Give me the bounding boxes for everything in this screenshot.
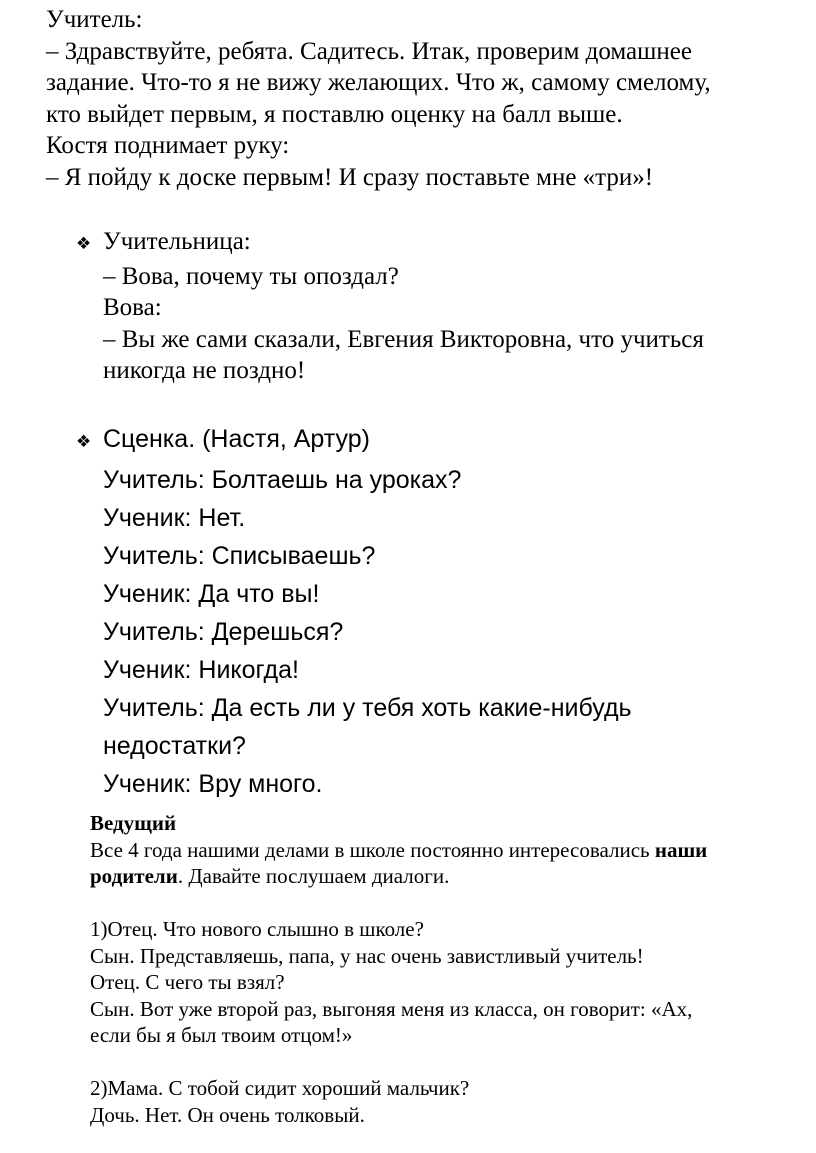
dialog-line: Дочь. Нет. Он очень толковый.: [90, 1102, 365, 1127]
bullet-item: [76, 226, 816, 261]
speaker-teacher-female: Учительница:: [103, 228, 251, 255]
scene-line: недостатки?: [103, 732, 246, 760]
scene-section: [76, 420, 816, 803]
dialog-line: Отец. С чего ты взял?: [90, 970, 285, 994]
speaker-teacher: Учитель:: [46, 6, 143, 33]
diamond-bullet-icon: ❖: [76, 234, 92, 254]
dialog-line: 1)Отец. Что нового слышно в школе?: [90, 917, 424, 941]
scene-line: Учитель: Да есть ли у тебя хоть какие-нибудь: [103, 694, 632, 722]
scene-line: Учитель: Болтаешь на уроках?: [103, 466, 462, 494]
text-line: – Вова, почему ты опоздал?: [103, 262, 399, 290]
host-section: [90, 810, 816, 1128]
speaker-vova: Вова:: [103, 294, 162, 321]
scene-line: Учитель: Дерешься?: [103, 618, 344, 646]
scene-line: Ученик: Да что вы!: [103, 580, 320, 608]
host-heading: Ведущий: [90, 811, 177, 835]
teacher-dialog-section: [46, 4, 816, 193]
scene-line: Учитель: Списываешь?: [103, 542, 376, 570]
vova-dialog-section: [76, 226, 816, 387]
bullet-item: [76, 420, 816, 461]
dialog-line: Сын. Вот уже второй раз, выгоняя меня из класса, он говорит: «Ах,: [90, 996, 693, 1021]
dialog-line: 2)Мама. С тобой сидит хороший мальчик?: [90, 1076, 470, 1100]
scene-line: Ученик: Нет.: [103, 504, 246, 532]
text-line: – Я пойду к доске первым! И сразу поставьте мне «три»!: [46, 163, 654, 191]
dialog-line: Сын. Представляешь, папа, у нас очень завистливый учитель!: [90, 943, 644, 968]
text-line: – Здравствуйте, ребята. Садитесь. Итак, проверим домашнее: [46, 37, 692, 65]
text-line: задание. Что-то я не вижу желающих. Что ж, самому смелому,: [46, 69, 711, 96]
text-line: никогда не поздно!: [103, 357, 306, 384]
spacer: [90, 1049, 816, 1076]
text-line: кто выйдет первым, я поставлю оценку на балл выше.: [46, 100, 623, 128]
diamond-bullet-icon: ❖: [76, 432, 92, 452]
spacer: [90, 890, 816, 917]
text-line: Костя поднимает руку:: [46, 132, 290, 159]
dialog-line: если бы я был твоим отцом!»: [90, 1023, 353, 1047]
scene-line: Ученик: Вру много.: [103, 770, 323, 798]
scene-title: Сценка. (Настя, Артур): [103, 425, 370, 453]
intro-line: Все 4 года нашими делами в школе постоянно интересовались наши: [90, 837, 708, 862]
text-line: – Вы же сами сказали, Евгения Викторовна, что учиться: [103, 325, 704, 353]
intro-line: родители. Давайте послушаем диалоги.: [90, 864, 450, 888]
scene-line: Ученик: Никогда!: [103, 656, 299, 684]
